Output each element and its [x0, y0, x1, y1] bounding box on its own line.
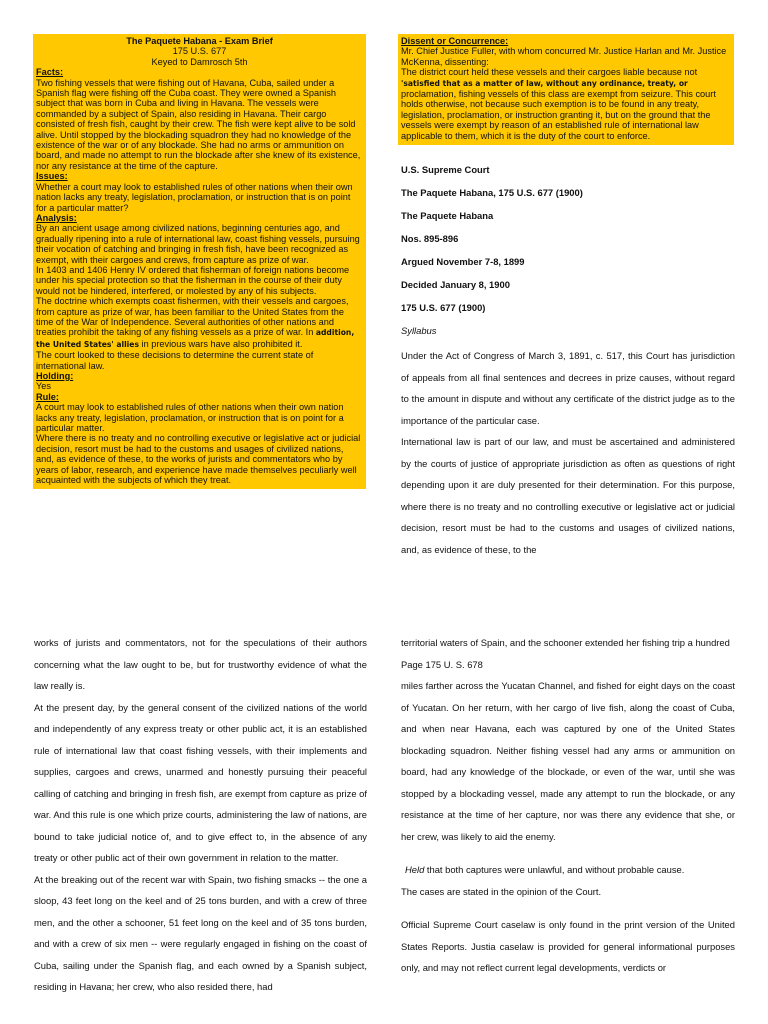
opinion-left-column — [34, 632, 367, 998]
left-paragraph-2: At the present day, by the general consent of the civilized nations of the world and independently of any express treaty or other public act, it is an established rule of international law that coast fishing vessels, with their implements and supplies, cargoes and crews, unarmed and honestly pursuing their peaceful calling of catching and bringing in fresh fish, are exempt from capture as prize of war. And this rule is one which prize courts, administering the law of nations, are bound to take judicial notice of, and to give effect to, in the absence of any treaty or other public act of their own government in relation to the matter. — [34, 701, 367, 863]
argued-date: Argued November 7-8, 1899 — [401, 256, 525, 267]
court-name: U.S. Supreme Court — [401, 164, 490, 175]
analysis-text-3c: in previous wars have also prohibited it. — [141, 338, 303, 349]
analysis-text-4: The court looked to these decisions to determine the current state of international law. — [36, 350, 314, 371]
spacer — [401, 902, 735, 914]
rule-text-2: Where there is no treaty and no controlling executive or legislative act or judicial decision, resort must be had to the customs and usages of civilized nations, and, as evidence of these, to the works of jurists and commentators who by years of labor, research, and experience have made themselves peculiarly well acquainted with the subjects of which they treat. — [36, 433, 361, 486]
syllabus-paragraph-2: International law is part of our law, and must be ascertained and administered by the courts of justice of appropriate jurisdiction as often as questions of right depending upon it are duly presented for their determination. For this purpose, where there is no treaty and no controlling executive or legislative act or judicial decision, resort must be had to the customs and usages of civilized nations, and, as evidence of these, to the — [401, 436, 735, 555]
held-word: Held — [405, 864, 425, 875]
case-numbers: Nos. 895-896 — [401, 233, 459, 244]
rule-text-1: A court may look to established rules of other nations when their own nation lacks any treaty, legislation, proclamation, or instruction that is on point for a particular matter. — [36, 402, 344, 434]
left-paragraph-1: works of jurists and commentators, not for the speculations of their authors concerning what the law ought to be, but for trustworthy evidence of what the law really is. — [34, 637, 367, 691]
page-reference: Page 175 U. S. 678 — [401, 658, 483, 670]
right-paragraph-1: territorial waters of Spain, and the schooner extended her fishing trip a hundred — [401, 637, 730, 648]
analysis-text-2: In 1403 and 1406 Henry IV ordered that fisherman of foreign nations become under his special protection so that the fisherman in the course of their duty would not be hindered, interfered, or molested by any of his subjects. — [36, 264, 350, 296]
case-name: The Paquete Habana — [401, 210, 494, 221]
holding-heading: Holding: — [36, 371, 74, 381]
spacer — [401, 847, 735, 859]
facts-heading: Facts: — [36, 67, 64, 78]
dissent-text-1: Mr. Chief Justice Fuller, with whom concurred Mr. Justice Harlan and Mr. Justice McKenna, dissenting: — [401, 46, 727, 67]
held-paragraph — [401, 859, 735, 881]
decided-date: Decided January 8, 1900 — [401, 279, 510, 290]
syllabus-paragraph-1: Under the Act of Congress of March 3, 1891, c. 517, this Court has jurisdiction of appeals from all final sentences and decrees in prize causes, without regard to the amount in dispute and without any certificate of the district judge as to the importance of the particular case. — [401, 350, 735, 426]
dissent-text-2b: 'satisfied that as a matter of law, without any ordinance, treaty, or — [401, 78, 688, 88]
brief-keyed: Keyed to Damrosch 5th — [151, 56, 248, 67]
syllabus-label: Syllabus — [401, 325, 437, 336]
dissent-text-2c: proclamation, fishing vessels of this class are exempt from seizure. This court holds otherwise, not because such exemption is to be found in any treaty, legislation, proclamation, or instruction granting it, but on the ground that the vessels were exempt by reason of an established rule of international law applicable to them, which it is the duty of the court to enforce. — [401, 89, 716, 141]
issues-heading: Issues: — [36, 171, 68, 182]
brief-title: The Paquete Habana - Exam Brief — [126, 36, 273, 46]
opinion-right-column — [401, 632, 735, 979]
analysis-text-3a: The doctrine which exempts coast fishermen, with their vessels and cargoes, from capture as prize of war, has been familiar to the United States from the time of the War of Independence. Several authorities of other nations and treaties prohibit the taking of any fishing vessels as a prize of war. In — [36, 296, 349, 338]
analysis-heading: Analysis: — [36, 212, 77, 223]
footer-disclaimer: Official Supreme Court caselaw is only found in the print version of the United States Reports. Justia caselaw is provided for general informational purposes only, and may not reflect current legal developments, verdicts or — [401, 919, 735, 973]
issues-text: Whether a court may look to established rules of other nations when their own nation lacks any treaty, legislation, proclamation, or instruction that is on point for a particular matter? — [36, 181, 353, 213]
case-citation: 175 U.S. 677 (1900) — [401, 302, 486, 313]
right-paragraph-2: miles farther across the Yucatan Channel, and fished for eight days on the coast of Yucatan. On her return, with her cargo of live fish, along the coast of Cuba, and when near Havana, each was captured by one of the United States blockading squadron. Neither fishing vessel had any arms or ammunition on board, had any knowledge of the blockade, or even of the war, until she was stopped by a blockading vessel, made any attempt to run the blockade, or any resistance at the time of her capture, nor was there any evidence that she, or her crew, was likely to aid the enemy. — [401, 680, 735, 842]
analysis-text-3b: addition, the United States' allies — [36, 328, 355, 349]
rule-heading: Rule: — [36, 391, 59, 402]
dissent-heading: Dissent or Concurrence: — [401, 36, 509, 46]
analysis-text-3 — [36, 296, 363, 350]
dissent-text-2a: The district court held these vessels and their cargoes liable because not — [401, 67, 698, 78]
dissent-box — [398, 34, 734, 145]
brief-citation: 175 U.S. 677 — [172, 46, 227, 57]
held-rest: that both captures were unlawful, and without probable cause. — [424, 864, 685, 875]
dissent-text-2 — [401, 67, 731, 141]
page-bottom — [0, 600, 768, 1024]
cases-stated: The cases are stated in the opinion of the Court. — [401, 885, 602, 897]
case-name-citation: The Paquete Habana, 175 U.S. 677 (1900) — [401, 187, 583, 198]
analysis-text-1: By an ancient usage among civilized nations, beginning centuries ago, and gradually ripening into a rule of international law, coast fishing vessels, pursuing their vocation of catching and bringing in fresh fish, have been recognized as exempt, with their cargoes and crews, from capture as prize of war. — [36, 223, 360, 265]
exam-brief-box — [33, 34, 366, 489]
left-paragraph-3: At the breaking out of the recent war with Spain, two fishing smacks -- the one a sloop, 43 feet long on the keel and of 25 tons burden, and with a crew of three men, and the other a schooner, 51 feet long on the keel and of 35 tons burden, and with a crew of six men -- were regularly engaged in fishing on the coast of Cuba, sailing under the Spanish flag, and each owned by a Spanish subject, residing in Havana; her crew, who also resided there, had — [34, 873, 367, 992]
holding-text: Yes — [36, 381, 51, 392]
case-column — [401, 164, 735, 560]
facts-text: Two fishing vessels that were fishing out of Havana, Cuba, sailed under a Spanish flag were fishing off the Cuba coast. They were owned a Spanish subject that was born in Cuba and living in Havana. The vessels were commanded by a subject of Spain, also residing in Havana. Their cargo consisted of fresh fish, caught by their crew. The fish were kept alive to be sold alive. Until stopped by the blockading squadron they had no knowledge of the existence of the war or of any blockade. She had no arms or ammunition on board, and made no attempt to run the blockade after she knew of its existence, nor any resistance at the time of the capture. — [36, 77, 361, 171]
